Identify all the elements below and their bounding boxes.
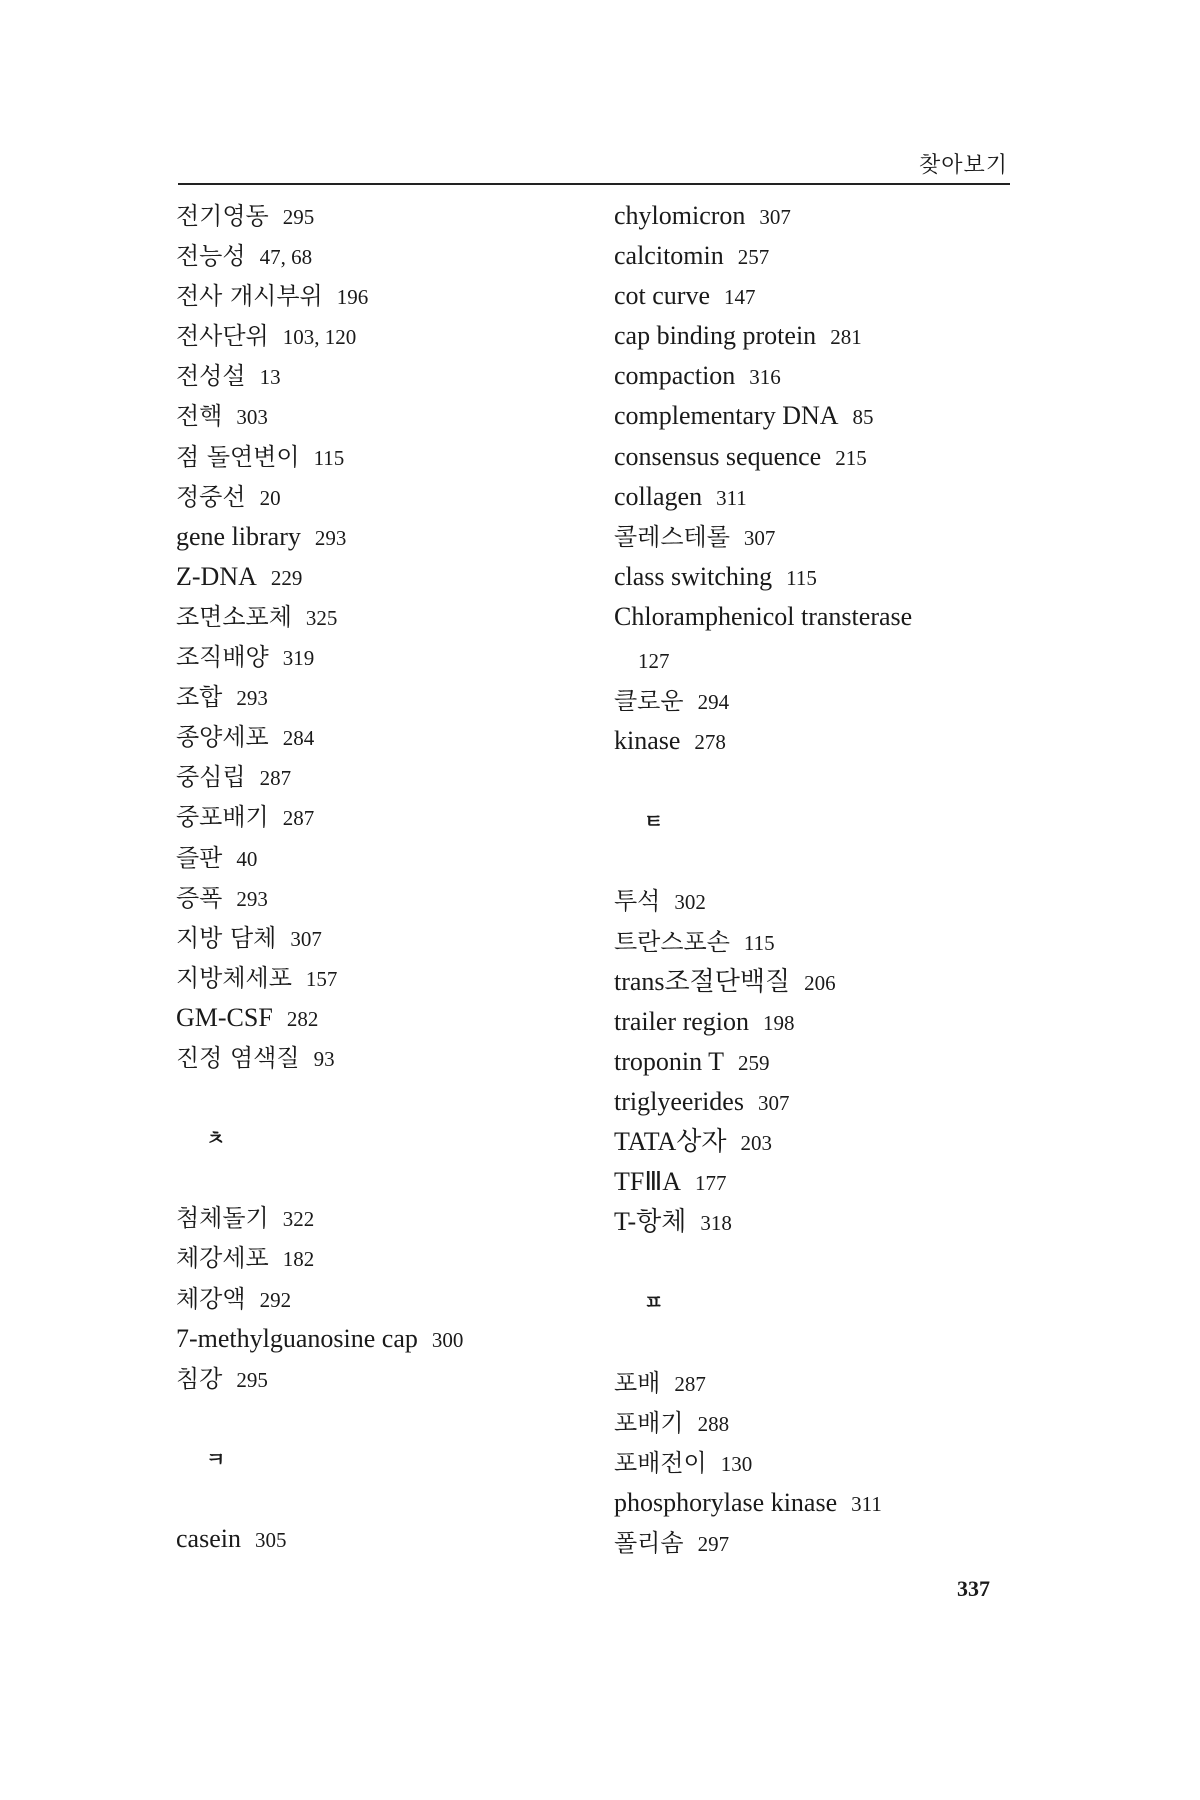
index-page-ref: 292 [259,1287,292,1312]
index-term: 종양세포 [176,723,269,752]
index-page-ref: 196 [336,285,369,310]
index-page-ref: 182 [282,1247,315,1272]
index-term: phosphorylase kinase [614,1487,838,1517]
index-page-ref: 293 [236,686,268,711]
index-page-ref: 93 [313,1046,335,1071]
spacer [614,841,1044,881]
index-entry [614,1002,1044,1042]
index-page-ref: 311 [851,1491,882,1516]
index-term: 조직배양 [176,643,269,672]
index-entry [176,757,586,797]
index-page-ref: 295 [236,1367,268,1392]
index-entry [614,1443,1044,1483]
index-term: 증폭 [176,883,223,912]
index-term: Chloramphenicol transterase [614,601,913,631]
index-entry [614,276,1044,316]
index-entry [614,437,1044,477]
index-page-ref: 130 [720,1451,753,1476]
index-page-ref: 284 [282,726,315,751]
index-entry [614,681,1044,721]
spacer [614,761,1044,801]
index-entry [176,1319,586,1359]
index-entry [614,1162,1044,1202]
index-page-ref: 206 [804,970,836,995]
page-number: 337 [957,1576,990,1601]
index-page-ref: 40 [236,846,258,871]
index-term: 정중선 [176,482,246,511]
index-page-ref: 177 [695,1171,727,1196]
spacer [614,1242,1044,1282]
section-heading-letter: ㅌ [644,809,664,834]
index-entry [176,958,586,998]
index-term: 폴리솜 [614,1528,684,1557]
index-term: 조합 [176,683,223,712]
index-page-ref: 20 [259,485,281,510]
header-rule [178,183,1010,185]
index-term: 지방체세포 [176,963,292,992]
index-term: 클로운 [614,686,684,715]
index-entry [614,196,1044,236]
index-entry [176,1519,586,1559]
index-column-left [176,196,586,1559]
index-entry [614,236,1044,276]
index-entry [614,962,1044,1002]
index-page-ref: 229 [270,565,303,590]
index-term: trailer region [614,1006,749,1036]
index-term: 조면소포체 [176,602,292,631]
index-page-ref: 198 [763,1010,795,1035]
index-term: complementary DNA [614,401,839,431]
index-entry [614,517,1044,557]
index-page-ref: 303 [236,405,268,430]
index-term: casein [176,1524,241,1554]
index-term: collagen [614,481,703,511]
index-term: TATA상자 [614,1126,727,1156]
index-page-ref: 115 [743,930,775,955]
index-entry [176,396,586,436]
index-page-ref: 115 [313,445,345,470]
index-term: 전사 개시부위 [176,282,323,311]
index-entry [176,677,586,717]
index-page-ref: 300 [431,1327,464,1352]
index-page-ref: 13 [259,365,281,390]
index-page-ref: 257 [737,245,770,270]
index-page-ref: 311 [716,485,747,510]
index-entry [614,1122,1044,1162]
index-page-ref: 295 [282,205,315,229]
index-term: 점 돌연변이 [176,442,300,471]
index-page-ref: 287 [282,806,315,831]
index-entry [176,1359,586,1399]
index-term: 전핵 [176,402,223,431]
index-entry [614,1082,1044,1122]
index-entry [614,1483,1044,1523]
index-entry [614,881,1044,921]
index-entry [614,922,1044,962]
section-heading-letter: ㅍ [644,1290,664,1315]
index-page-ref: 278 [694,730,726,755]
index-entry [176,838,586,878]
index-term: 체강세포 [176,1244,269,1273]
index-entry [614,396,1044,436]
index-term: calcitomin [614,241,724,271]
index-entry [176,1279,586,1319]
index-entry [176,316,586,356]
spacer [176,1479,586,1519]
index-entry [614,557,1044,597]
index-entry [614,316,1044,356]
spacer [176,1078,586,1118]
index-entry [176,236,586,276]
index-page-ref: 282 [286,1006,319,1031]
index-term: 진정 염색질 [176,1043,300,1072]
index-page-ref: 287 [259,766,292,791]
index-term: compaction [614,361,736,391]
index-page-ref: 115 [786,565,817,590]
index-term: 포배전이 [614,1448,707,1477]
index-page-ref: 293 [236,886,268,911]
index-term: class switching [614,561,773,591]
index-page-ref: 127 [638,648,670,673]
index-term: GM-CSF [176,1002,273,1032]
index-entry [176,637,586,677]
index-term: 전성설 [176,362,246,391]
spacer [614,1322,1044,1362]
index-entry [176,477,586,517]
index-term: 중심립 [176,763,246,792]
index-term: triglyeerides [614,1086,744,1116]
index-page-ref: 305 [254,1528,287,1553]
index-term: 전기영동 [176,202,269,230]
index-term: kinase [614,726,681,756]
index-entry [614,597,1044,681]
index-page-ref: 297 [697,1531,730,1556]
index-entry [614,1403,1044,1443]
index-entry [614,356,1044,396]
index-term: 포배기 [614,1408,684,1437]
index-page-ref: 157 [305,966,338,991]
spacer [176,1158,586,1198]
index-page-ref: 307 [757,1090,790,1115]
index-term: troponin T [614,1046,725,1076]
index-page-ref: 215 [835,445,867,470]
running-header-title: 찾아보기 [918,153,1008,178]
index-page-ref: 103, 120 [282,325,357,350]
index-entry [176,557,586,597]
index-page-ref: 147 [724,285,756,310]
index-entry [176,597,586,637]
index-entry [614,477,1044,517]
index-page-ref: 288 [697,1411,730,1436]
index-entry [176,356,586,396]
index-page-ref: 307 [743,525,776,550]
index-page-ref: 316 [749,365,781,390]
index-term: 콜레스테롤 [614,522,730,551]
index-entry [176,717,586,757]
index-page-ref: 259 [738,1050,770,1075]
index-term: Z-DNA [176,561,257,591]
index-term: T-항체 [614,1207,687,1237]
index-entry [176,276,586,316]
index-entry [176,437,586,477]
index-entry [176,797,586,837]
index-page-ref: 302 [674,890,706,915]
index-page-ref: 85 [852,405,874,430]
index-term: 첨체돌기 [176,1204,269,1233]
index-term: 포배 [614,1368,661,1397]
index-term: 체강액 [176,1284,246,1313]
index-page-ref: 307 [759,205,791,229]
index-entry [176,878,586,918]
spacer [176,1399,586,1439]
index-entry [614,721,1044,761]
index-page-ref: 322 [282,1207,315,1232]
index-page-ref: 307 [290,926,322,951]
index-page-ref: 319 [282,646,315,671]
index-entry [176,998,586,1038]
index-term: consensus sequence [614,441,822,471]
index-entry [176,196,586,236]
index-page-ref: 318 [700,1211,732,1236]
index-entry [176,1038,586,1078]
index-term: cot curve [614,281,711,311]
index-entry [176,517,586,557]
index-term: 트란스포손 [614,927,730,956]
index-column-right [614,196,1044,1563]
section-heading-letter: ㅊ [206,1126,226,1151]
index-entry [614,1523,1044,1563]
index-entry [614,1202,1044,1242]
index-term: cap binding protein [614,321,817,351]
index-term: trans조절단백질 [614,966,791,996]
index-page-ref: 294 [697,689,730,714]
section-heading-letter: ㅋ [206,1446,226,1471]
index-term: TFⅢA [614,1167,682,1197]
index-term: gene library [176,521,301,551]
index-page-ref: 47, 68 [259,245,313,270]
index-term: 전사단위 [176,322,269,351]
index-term: 7-methylguanosine cap [176,1323,418,1353]
index-page-ref: 281 [830,325,862,350]
index-term: 침강 [176,1364,223,1393]
index-term: 전능성 [176,242,246,271]
index-entry [176,1238,586,1278]
index-page-ref: 203 [740,1130,773,1155]
index-page-ref: 325 [305,605,338,630]
index-term: 지방 담체 [176,923,277,952]
index-page-ref: 287 [674,1371,706,1396]
index-term: 즐판 [176,843,223,872]
index-entry [614,1363,1044,1403]
index-entry [176,1198,586,1238]
index-page-ref: 293 [314,525,347,550]
index-entry [614,1042,1044,1082]
index-term: 투석 [614,887,661,916]
index-term: 중포배기 [176,803,269,832]
index-entry [176,918,586,958]
index-term: chylomicron [614,201,746,230]
